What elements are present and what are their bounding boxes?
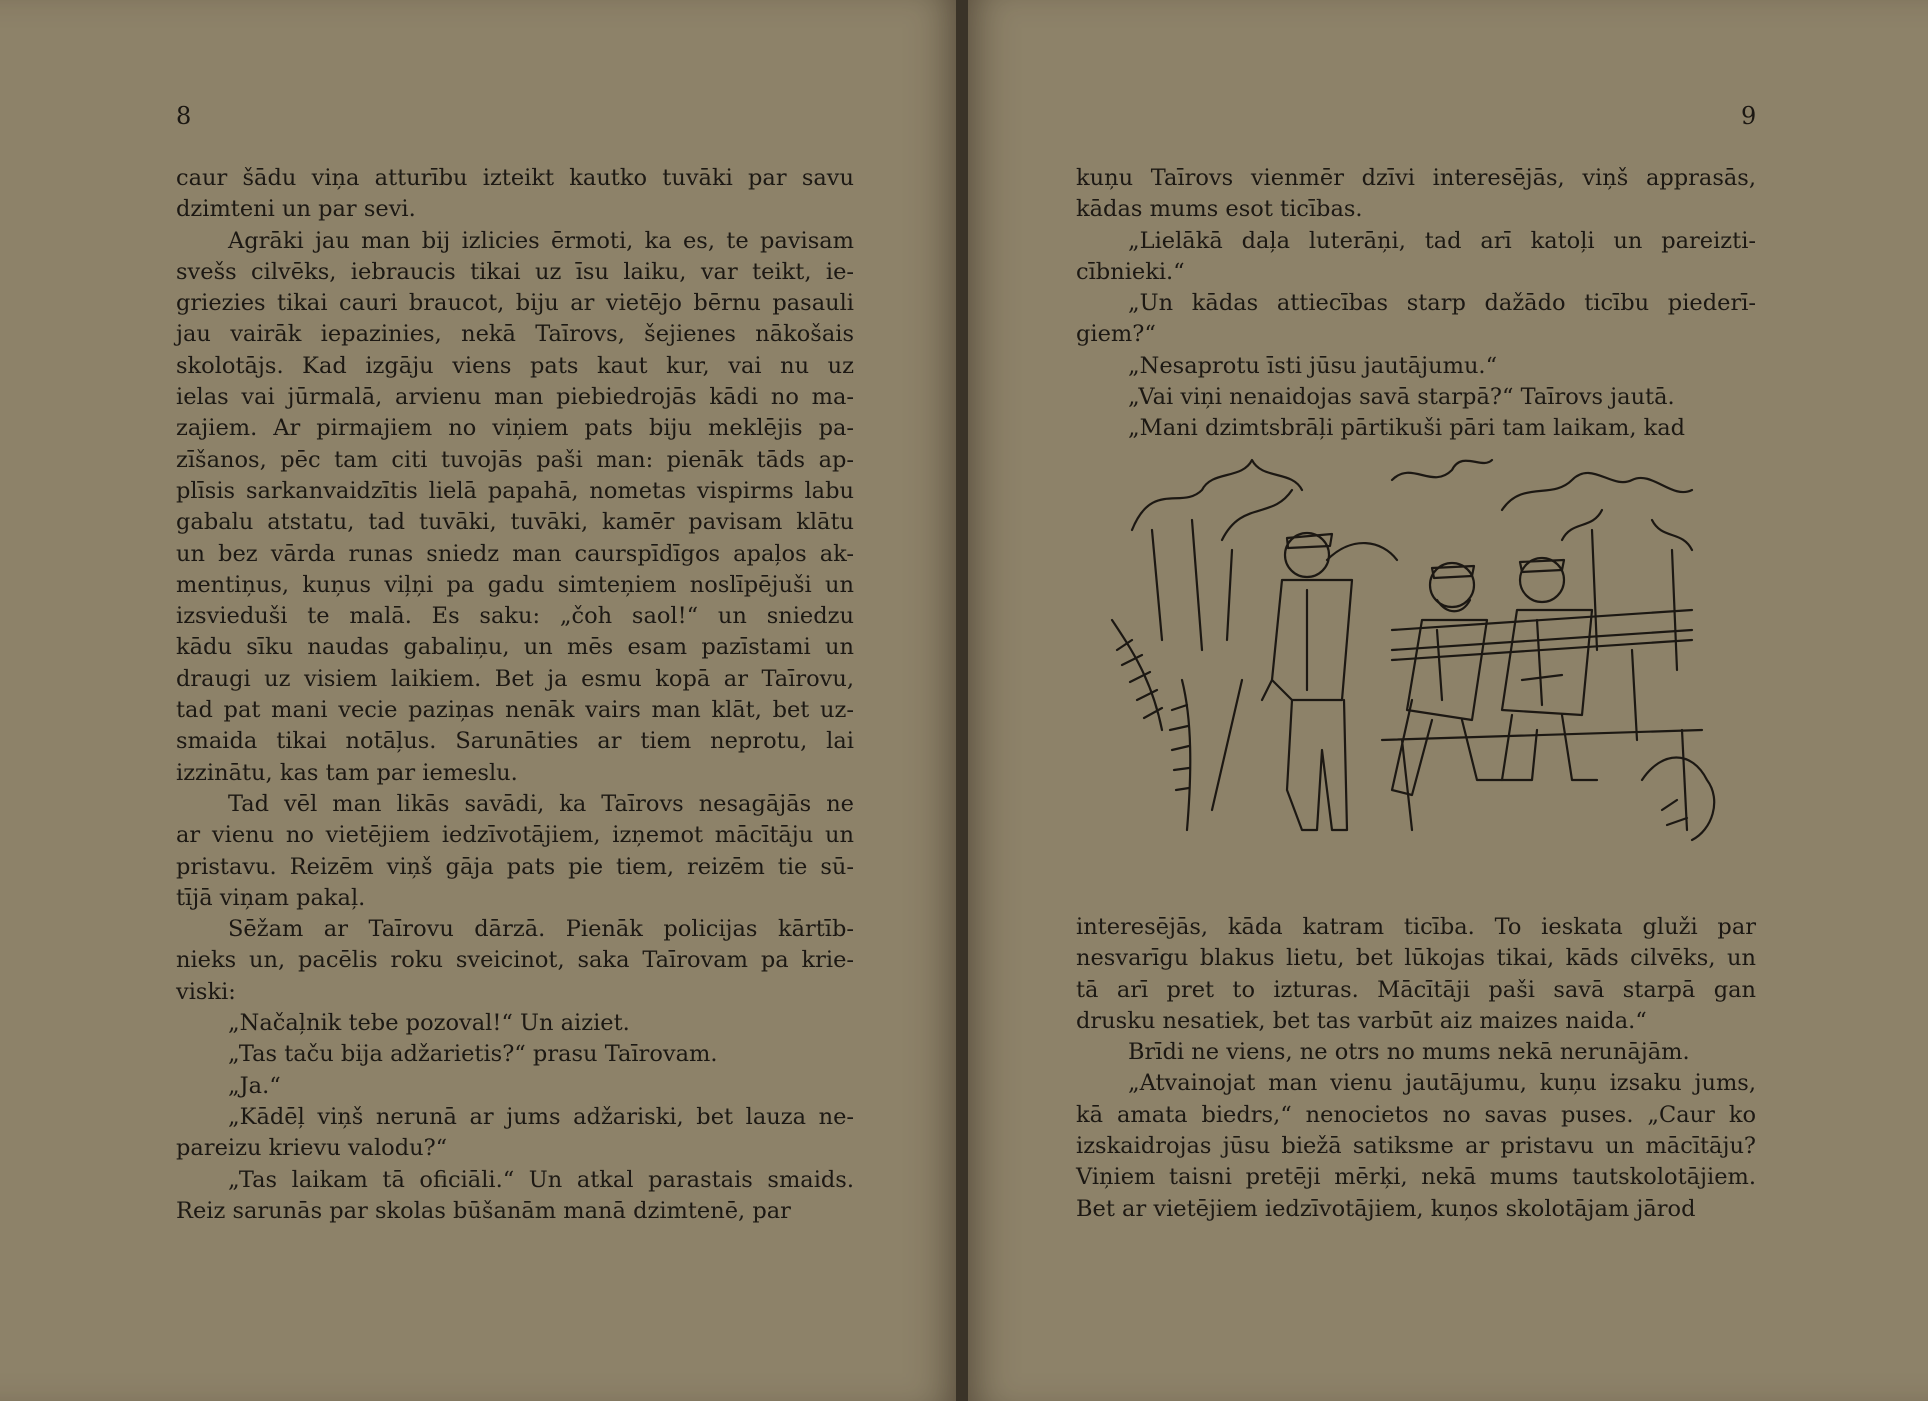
text-line: kādu sīku naudas gabaliņu, un mēs esam pazīstami un [176, 634, 854, 661]
left-page-number: 8 [176, 102, 192, 130]
text-line: „Nesaprotu īsti jūsu jautājumu.“ [1128, 352, 1498, 379]
text-line: Tad vēl man likās savādi, ka Taīrovs nesagājās ne [228, 790, 854, 817]
text-line: pristavu. Reizēm viņš gāja pats pie tiem, reizēm tie sū- [176, 853, 854, 880]
text-line: jau vairāk iepazinies, nekā Taīrovs, šejienes nākošais [176, 321, 854, 348]
text-line: „Atvainojat man vienu jautājumu, kuņu izsaku jums, [1128, 1070, 1756, 1097]
book-gutter [956, 0, 968, 1401]
text-line: draugi uz visiem laikiem. Bet ja esmu kopā ar Taīrovu, [176, 665, 854, 692]
right-page-text-top [1076, 163, 1756, 445]
text-line: Viņiem taisni pretēji mērķi, nekā mums tautskolotājiem. [1076, 1164, 1756, 1191]
text-line: ar vienu no vietējiem iedzīvotājiem, izņemot mācītāju un [176, 822, 854, 849]
left-page-text [176, 163, 854, 1227]
text-line: „Mani dzimtsbrāļi pārtikuši pāri tam laikam, kad [1128, 415, 1686, 442]
text-line: kādas mums esot ticības. [1076, 196, 1363, 223]
text-line: Agrāki jau man bij izlicies ērmoti, ka es, te pavisam [228, 227, 854, 254]
text-line: mentiņus, kuņus viļņi pa gadu simteņiem noslīpējuši un [176, 571, 854, 598]
text-line: plīsis sarkanvaidzītis lielā papahā, nometas vispirms labu [176, 477, 854, 504]
right-page-text-bottom [1076, 912, 1756, 1225]
text-line: skolotājs. Kad izgāju viens pats kaut kur, vai nu uz [176, 352, 854, 379]
text-line: zīšanos, pēc tam citi tuvojās paši man: pienāk tāds ap- [176, 446, 854, 473]
text-line: zajiem. Ar pirmajiem no viņiem pats biju meklējis pa- [176, 415, 854, 442]
text-line: „Ja.“ [228, 1072, 281, 1099]
text-line: svešs cilvēks, iebraucis tikai uz īsu laiku, var teikt, ie- [176, 258, 854, 285]
text-line: „Lielākā daļa luterāņi, tad arī katoļi un pareizti- [1128, 227, 1756, 254]
text-line: dzimteni un par sevi. [176, 196, 416, 223]
text-line: nesvarīgu blakus lietu, bet lūkojas tikai, kāds cilvēks, un [1076, 945, 1756, 972]
text-line: drusku nesatiek, bet tas varbūt aiz maizes naida.“ [1076, 1007, 1647, 1034]
illustration-three-men-bench [1092, 450, 1732, 905]
text-line: izskaidrojas jūsu biežā satiksme ar pristavu un mācītāju? [1076, 1133, 1756, 1160]
right-page-number: 9 [1741, 102, 1757, 130]
text-line: Reiz sarunās par skolas būšanām manā dzimtenē, par [176, 1197, 791, 1224]
text-line: viski: [176, 978, 236, 1005]
text-line: un bez vārda runas sniedz man caurspīdīgos apaļos ak- [176, 540, 854, 567]
text-line: „Tas laikam tā oficiāli.“ Un atkal parastais smaids. [228, 1166, 854, 1193]
text-line: tījā viņam pakaļ. [176, 884, 366, 911]
text-line: griezies tikai cauri braucot, biju ar vietējo bērnu pasauli [176, 290, 854, 317]
text-line: cībnieki.“ [1076, 258, 1185, 285]
text-line: tā arī pret to izturas. Mācītāji paši savā starpā gan [1076, 976, 1756, 1003]
text-line: ielas vai jūrmalā, arvienu man piebiedrojās kādi no ma- [176, 384, 854, 411]
text-line: Bet ar vietējiem iedzīvotājiem, kuņos skolotājam jārod [1076, 1195, 1696, 1222]
text-line: nieks un, pacēlis roku sveicinot, saka Taīrovam pa krie- [176, 947, 854, 974]
text-line: kuņu Taīrovs vienmēr dzīvi interesējās, viņš apprasās, [1076, 165, 1756, 191]
text-line: tad pat mani vecie paziņas nenāk vairs man klāt, bet uz- [176, 697, 854, 724]
text-line: Sēžam ar Taīrovu dārzā. Pienāk policijas kārtīb- [228, 916, 854, 943]
text-line: izsvieduši te malā. Es saku: „čoh saol!“ un sniedzu [176, 603, 854, 630]
text-line: „Vai viņi nenaidojas savā starpā?“ Taīrovs jautā. [1128, 384, 1675, 411]
text-line: „Tas taču bija adžarietis?“ prasu Taīrovam. [228, 1041, 718, 1068]
text-line: izzinātu, kas tam par iemeslu. [176, 759, 518, 786]
text-line: caur šādu viņa atturību izteikt kautko tuvāki par savu [176, 165, 854, 191]
text-line: giem?“ [1076, 321, 1156, 348]
text-line: interesējās, kāda katram ticība. To ieskata gluži par [1076, 914, 1756, 940]
text-line: Brīdi ne viens, ne otrs no mums nekā nerunājām. [1128, 1039, 1690, 1066]
text-line: gabalu atstatu, tad tuvāki, tuvāki, kamēr pavisam klātu [176, 509, 854, 536]
text-line: „Načaļnik tebe pozoval!“ Un aiziet. [228, 1010, 630, 1037]
text-line: „Un kādas attiecības starp dažādo ticību piederī- [1128, 290, 1756, 317]
text-line: kā amata biedrs,“ nenocietos no savas puses. „Caur ko [1076, 1101, 1756, 1128]
text-line: pareizu krievu valodu?“ [176, 1135, 448, 1162]
text-line: „Kādēļ viņš nerunā ar jums adžariski, bet lauza ne- [228, 1103, 854, 1130]
text-line: smaida tikai notāļus. Sarunāties ar tiem neprotu, lai [176, 728, 854, 755]
